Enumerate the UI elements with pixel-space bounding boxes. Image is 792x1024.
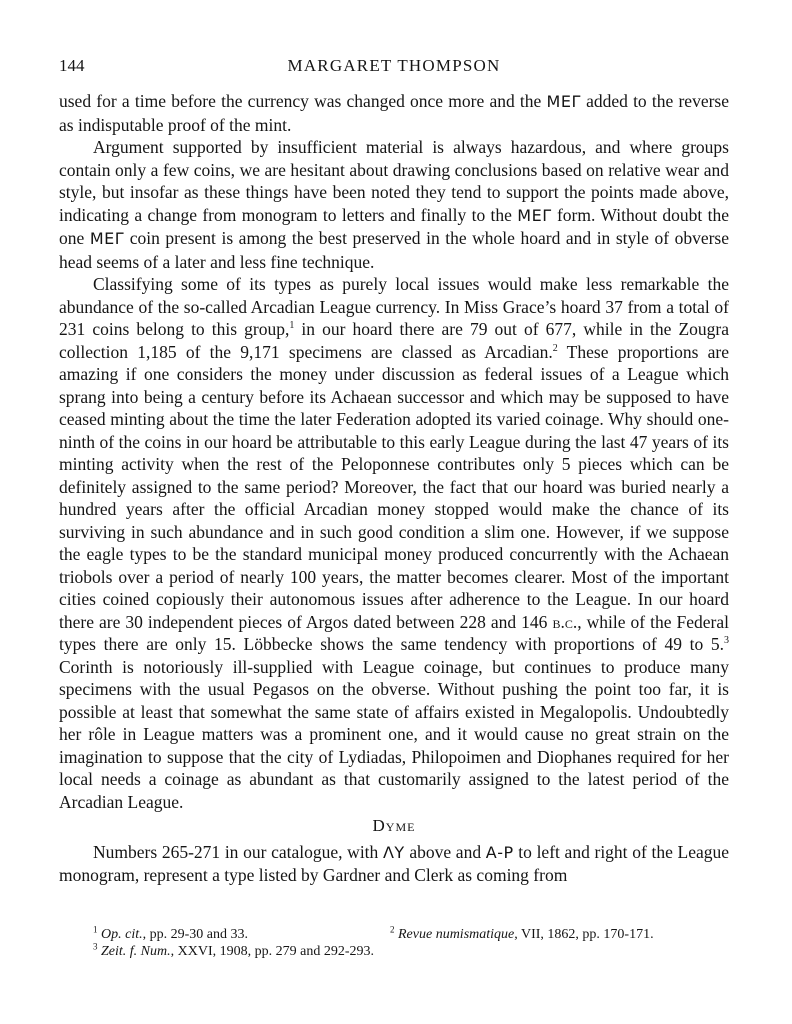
greek-letters: Α-Ρ: [485, 842, 514, 862]
footnote-text: , XXVI, 1908, pp. 279 and 292-293.: [170, 944, 374, 959]
text-run: to left and right of the League monogram, represent a type listed by Gardner and Clerk as coming from: [59, 841, 729, 885]
footnote-text: , pp. 29-30 and 33.: [142, 927, 248, 942]
footnote-ref: 1: [289, 320, 295, 332]
footnote-2: [390, 926, 654, 943]
text-run: Corinth is notoriously ill-supplied with League coinage, but continues to produce many specimens with the usual Pegasos on the obverse. Without pushing the point too far, it is possible at least that somewhat the same state of affairs existed in Megalopolis. Undoubtedly her rôle in League matters was a prominent one, and it would cause no great strain on the imagination to suppose that the city of Lydiadas, Philopoimen and Diophanes required for her local needs a coinage as abundant as that customarily assigned to the latest period of the Arcadian League.: [59, 656, 729, 812]
paragraph: [59, 90, 729, 136]
running-head: MARGARET THOMPSON: [287, 56, 501, 75]
greek-letters: ΜΕΓ: [89, 229, 125, 248]
text-run: , while of the Federal types there are only 15. Löbbecke shows the same tendency with proportions of 49 to 5.: [59, 611, 730, 654]
footnotes: [59, 926, 729, 960]
body-text: [59, 90, 729, 887]
greek-letters: ΛΥ: [382, 842, 405, 862]
footnote-row: [59, 926, 729, 943]
greek-letters: ΜΕΓ: [546, 92, 581, 111]
text-run: in our hoard there are 79 out of 677, while in the Zougra collection 1,185 of the 9,171 specimens are classed as Arcadian.: [59, 319, 730, 362]
paragraph: [59, 841, 729, 887]
footnote-number: 1: [93, 924, 98, 935]
footnote-1: [93, 926, 248, 943]
page-header: [59, 56, 729, 82]
text-run: Argument supported by insufficient material is always hazardous, and where groups contain only a few coins, we are hesitant about drawing conclusions based on relative wear and style, but insofar as these things have been noted they tend to support the points made above, indicating a change from monogram to letters and finally to the: [59, 137, 729, 225]
footnote-number: 3: [93, 941, 98, 952]
greek-letters: ΜΕΓ: [517, 205, 552, 225]
footnote-title: Revue numismatique: [398, 927, 515, 942]
text-run: These proportions are amazing if one considers the money under discussion as federal issues of a League which sprang into being a century before its Achaean successor and which may be supposed to have ceased minting about the time the later Federation adopted its varied coinage. Why should one-ninth of the coins in our hoard be attributable to this early League during the last 47 years of its minting activity when the rest of the Peloponnese contributes only 5 pieces which can be definitely assigned to the same period? Moreover, the fact that our hoard was buried nearly a hundred years after the official Arcadian money stopped would make the chance of its surviving in such abundance and in such good condition a slim one. However, if we suppose the eagle types to be the standard municipal money produced concurrently with the Achaean triobols over a period of nearly 100 years, the matter becomes clearer. Most of the important cities coined copiously their autonomous issues after adherence to the League. In our hoard there are 30 independent pieces of Argos dated between 228 and 146: [59, 341, 729, 632]
text-run: Numbers 265-271 in our catalogue, with: [93, 841, 383, 862]
paragraph: [59, 273, 729, 813]
footnote-title: Zeit. f. Num.: [101, 944, 171, 959]
footnote-number: 2: [390, 924, 395, 935]
text-run: above and: [404, 841, 486, 862]
footnote-ref: 2: [552, 342, 558, 354]
text-run: coin present is among the best preserved in the whole hoard and in style of obverse head seems of a later and less fine technique.: [59, 228, 729, 272]
paragraph: [59, 136, 729, 273]
text-run: added to the reverse as indisputable proof of the mint.: [59, 91, 729, 135]
era-abbreviation: b.c.: [552, 611, 578, 632]
footnote-text: , VII, 1862, pp. 170-171.: [514, 927, 654, 942]
footnote-row: [59, 943, 729, 960]
text-run: used for a time before the currency was changed once more and the: [59, 91, 547, 111]
footnote-ref: 3: [724, 635, 729, 647]
section-heading: Dyme: [372, 816, 416, 835]
text-run: Classifying some of its types as purely local issues would make less remarkable the abundance of the so-called Arcadian League currency. In Miss Grace’s hoard 37 from a total of 231 coins belong to this group,: [59, 274, 729, 339]
page-number: 144: [59, 56, 85, 75]
text-run: form. Without doubt the one: [59, 204, 729, 248]
footnote-title: Op. cit.: [101, 927, 143, 942]
footnote-3: [93, 943, 374, 960]
